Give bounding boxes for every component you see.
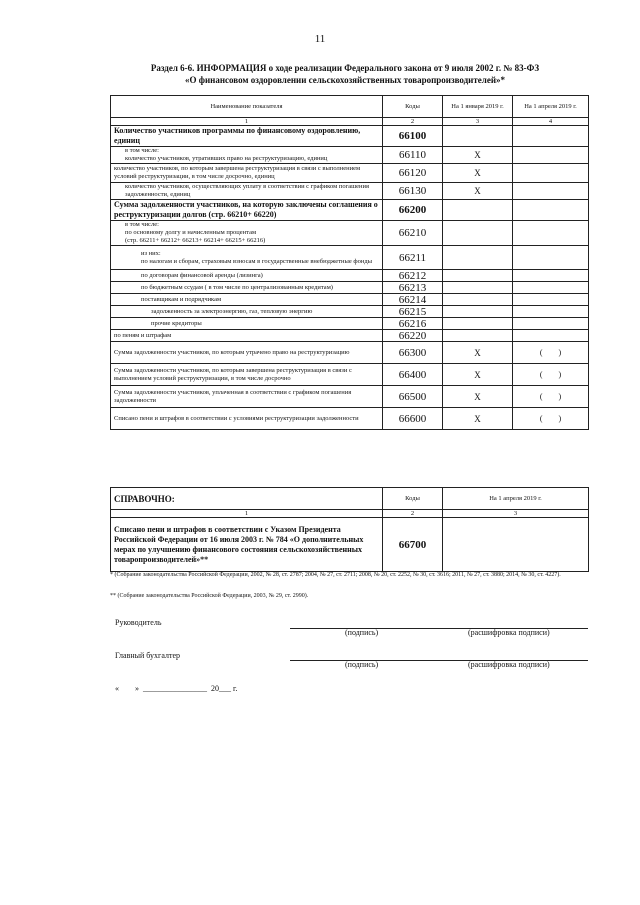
table-row: [111, 200, 589, 221]
row-value-apr: [513, 183, 589, 200]
row-code: 66130: [383, 183, 443, 200]
row-label: Сумма задолженности участников, по которым завершена реструктуризация в связи с выполнением условий реструктуризации, в том числе досрочно: [111, 364, 383, 386]
reference-row-value: [443, 518, 589, 572]
row-code: 66214: [383, 294, 443, 306]
row-label: из них: по налогам и сборам, страховым взносам в государственные внебюджетные фонды: [111, 246, 383, 270]
row-value-jan: [443, 318, 513, 330]
row-value-jan: [443, 246, 513, 270]
table-row: [111, 294, 589, 306]
row-value-apr: ( ): [513, 364, 589, 386]
table-row: [111, 246, 589, 270]
row-value-apr: [513, 282, 589, 294]
row-value-apr: [513, 221, 589, 246]
col-number: 3: [443, 510, 589, 518]
table-row: [111, 408, 589, 430]
row-value-apr: ( ): [513, 342, 589, 364]
row-label: по договорам финансовой аренды (лизинга): [111, 270, 383, 282]
table-row: [111, 164, 589, 183]
section-title: [100, 62, 590, 86]
row-value-jan: [443, 270, 513, 282]
table-row: [111, 270, 589, 282]
head-label: Руководитель: [115, 618, 162, 627]
accountant-label: Главный бухгалтер: [115, 651, 180, 660]
table-row: [111, 221, 589, 246]
row-value-apr: [513, 147, 589, 164]
table-row: [111, 318, 589, 330]
date-line: « » ________________ 20___ г.: [115, 684, 238, 693]
row-code: 66212: [383, 270, 443, 282]
col-number: 2: [383, 118, 443, 126]
col-number: 1: [111, 510, 383, 518]
table-row: [111, 342, 589, 364]
reference-codes-header: Коды: [383, 488, 443, 510]
row-value-jan: Х: [443, 364, 513, 386]
row-code: 66216: [383, 318, 443, 330]
row-code: 66400: [383, 364, 443, 386]
header-apr: На 1 апреля 2019 г.: [513, 96, 589, 118]
table-row: [111, 330, 589, 342]
section-title-line2: «О финансовом оздоровлении сельскохозяйственных товаропроизводителей»*: [184, 75, 506, 85]
header-jan: На 1 января 2019 г.: [443, 96, 513, 118]
row-code: 66110: [383, 147, 443, 164]
row-value-jan: Х: [443, 183, 513, 200]
row-label: в том числе: количество участников, утративших право на реструктуризацию, единиц: [111, 147, 383, 164]
row-value-jan: [443, 306, 513, 318]
reference-row-label: Списано пени и штрафов в соответствии с Указом Президента Российской Федерации от 16 июля 2003 г. № 784 «О дополнительных мерах по улучшению финансового состояния сельскохозяйственных товаропроизводителей»**: [111, 518, 383, 572]
row-value-jan: [443, 282, 513, 294]
row-label: количество участников, осуществляющих уплату в соответствии с графиком погашения задолженности, единиц: [111, 183, 383, 200]
row-value-jan: [443, 126, 513, 147]
row-value-apr: [513, 164, 589, 183]
table-row: [111, 364, 589, 386]
row-label: Списано пени и штрафов в соответствии с условиями реструктуризации задолженности: [111, 408, 383, 430]
row-value-apr: [513, 318, 589, 330]
row-code: 66220: [383, 330, 443, 342]
row-value-jan: [443, 221, 513, 246]
row-value-apr: [513, 330, 589, 342]
col-number: 4: [513, 118, 589, 126]
section-title-line1: Раздел 6-6. ИНФОРМАЦИЯ о ходе реализации Федерального закона от 9 июля 2002 г. № 83-ФЗ: [150, 63, 540, 73]
footnote-2: ** (Собрание законодательства Российской Федерации, 2003, № 29, ст. 2990).: [110, 593, 309, 599]
row-value-jan: Х: [443, 342, 513, 364]
row-label: количество участников, по которым завершена реструктуризация в связи с выполнением условий реструктуризации, в том числе досрочно, единиц: [111, 164, 383, 183]
row-label: поставщикам и подрядчикам: [111, 294, 383, 306]
head-decoding-caption: (расшифровка подписи): [468, 628, 550, 637]
row-code: 66600: [383, 408, 443, 430]
row-code: 66215: [383, 306, 443, 318]
reference-row-code: 66700: [383, 518, 443, 572]
page-number: 11: [314, 33, 326, 45]
row-code: 66213: [383, 282, 443, 294]
main-table: [110, 95, 589, 430]
row-code: 66300: [383, 342, 443, 364]
row-label: задолженность за электроэнергию, газ, тепловую энергию: [111, 306, 383, 318]
footnote-1: * (Собрание законодательства Российской Федерации, 2002, № 28, ст. 2787; 2004, № 27, ст. 2711; 2008, № 20, ст. 2252, № 30, ст. 3616; 2011, № 27, ст. 3880; 2014, № 30, ст. 4227).: [110, 572, 561, 578]
row-value-apr: ( ): [513, 386, 589, 408]
row-value-apr: [513, 306, 589, 318]
table-row: [111, 282, 589, 294]
col-number: 1: [111, 118, 383, 126]
head-signature-caption: (подпись): [345, 628, 379, 637]
row-label: по бюджетным ссудам ( в том числе по централизованным кредитам): [111, 282, 383, 294]
header-codes: Коды: [383, 96, 443, 118]
row-value-jan: Х: [443, 164, 513, 183]
col-number: 3: [443, 118, 513, 126]
row-code: 66211: [383, 246, 443, 270]
reference-title: СПРАВОЧНО:: [111, 488, 383, 510]
row-label: прочие кредиторы: [111, 318, 383, 330]
row-value-jan: [443, 200, 513, 221]
row-code: 66210: [383, 221, 443, 246]
row-code: 66100: [383, 126, 443, 147]
row-value-jan: [443, 330, 513, 342]
row-code: 66500: [383, 386, 443, 408]
row-label: по пеням и штрафам: [111, 330, 383, 342]
header-indicator: Наименование показателя: [111, 96, 383, 118]
row-value-jan: Х: [443, 408, 513, 430]
row-code: 66120: [383, 164, 443, 183]
row-value-jan: Х: [443, 147, 513, 164]
table-row: [111, 126, 589, 147]
accountant-signature-caption: (подпись): [345, 660, 379, 669]
row-value-jan: [443, 294, 513, 306]
row-value-apr: [513, 126, 589, 147]
table-row: [111, 386, 589, 408]
table-row: [111, 183, 589, 200]
row-value-apr: [513, 270, 589, 282]
reference-table: [110, 487, 589, 572]
row-label: Количество участников программы по финансовому оздоровлению, единиц: [111, 126, 383, 147]
row-value-apr: [513, 246, 589, 270]
table-row: [111, 306, 589, 318]
row-value-apr: [513, 200, 589, 221]
row-label: Сумма задолженности участников, уплаченная в соответствии с графиком погашения задолженности: [111, 386, 383, 408]
row-label: в том числе: по основному долгу и начисленным процентам (стр. 66211+ 66212+ 66213+ 66214+ 66215+ 66216): [111, 221, 383, 246]
reference-date-header: На 1 апреля 2019 г.: [443, 488, 589, 510]
row-code: 66200: [383, 200, 443, 221]
row-value-apr: ( ): [513, 408, 589, 430]
row-value-jan: Х: [443, 386, 513, 408]
row-value-apr: [513, 294, 589, 306]
row-label: Сумма задолженности участников, по которым утрачено право на реструктуризацию: [111, 342, 383, 364]
row-label: Сумма задолженности участников, на которую заключены соглашения о реструктуризации долгов (стр. 66210+ 66220): [111, 200, 383, 221]
table-row: [111, 147, 589, 164]
col-number: 2: [383, 510, 443, 518]
accountant-decoding-caption: (расшифровка подписи): [468, 660, 550, 669]
